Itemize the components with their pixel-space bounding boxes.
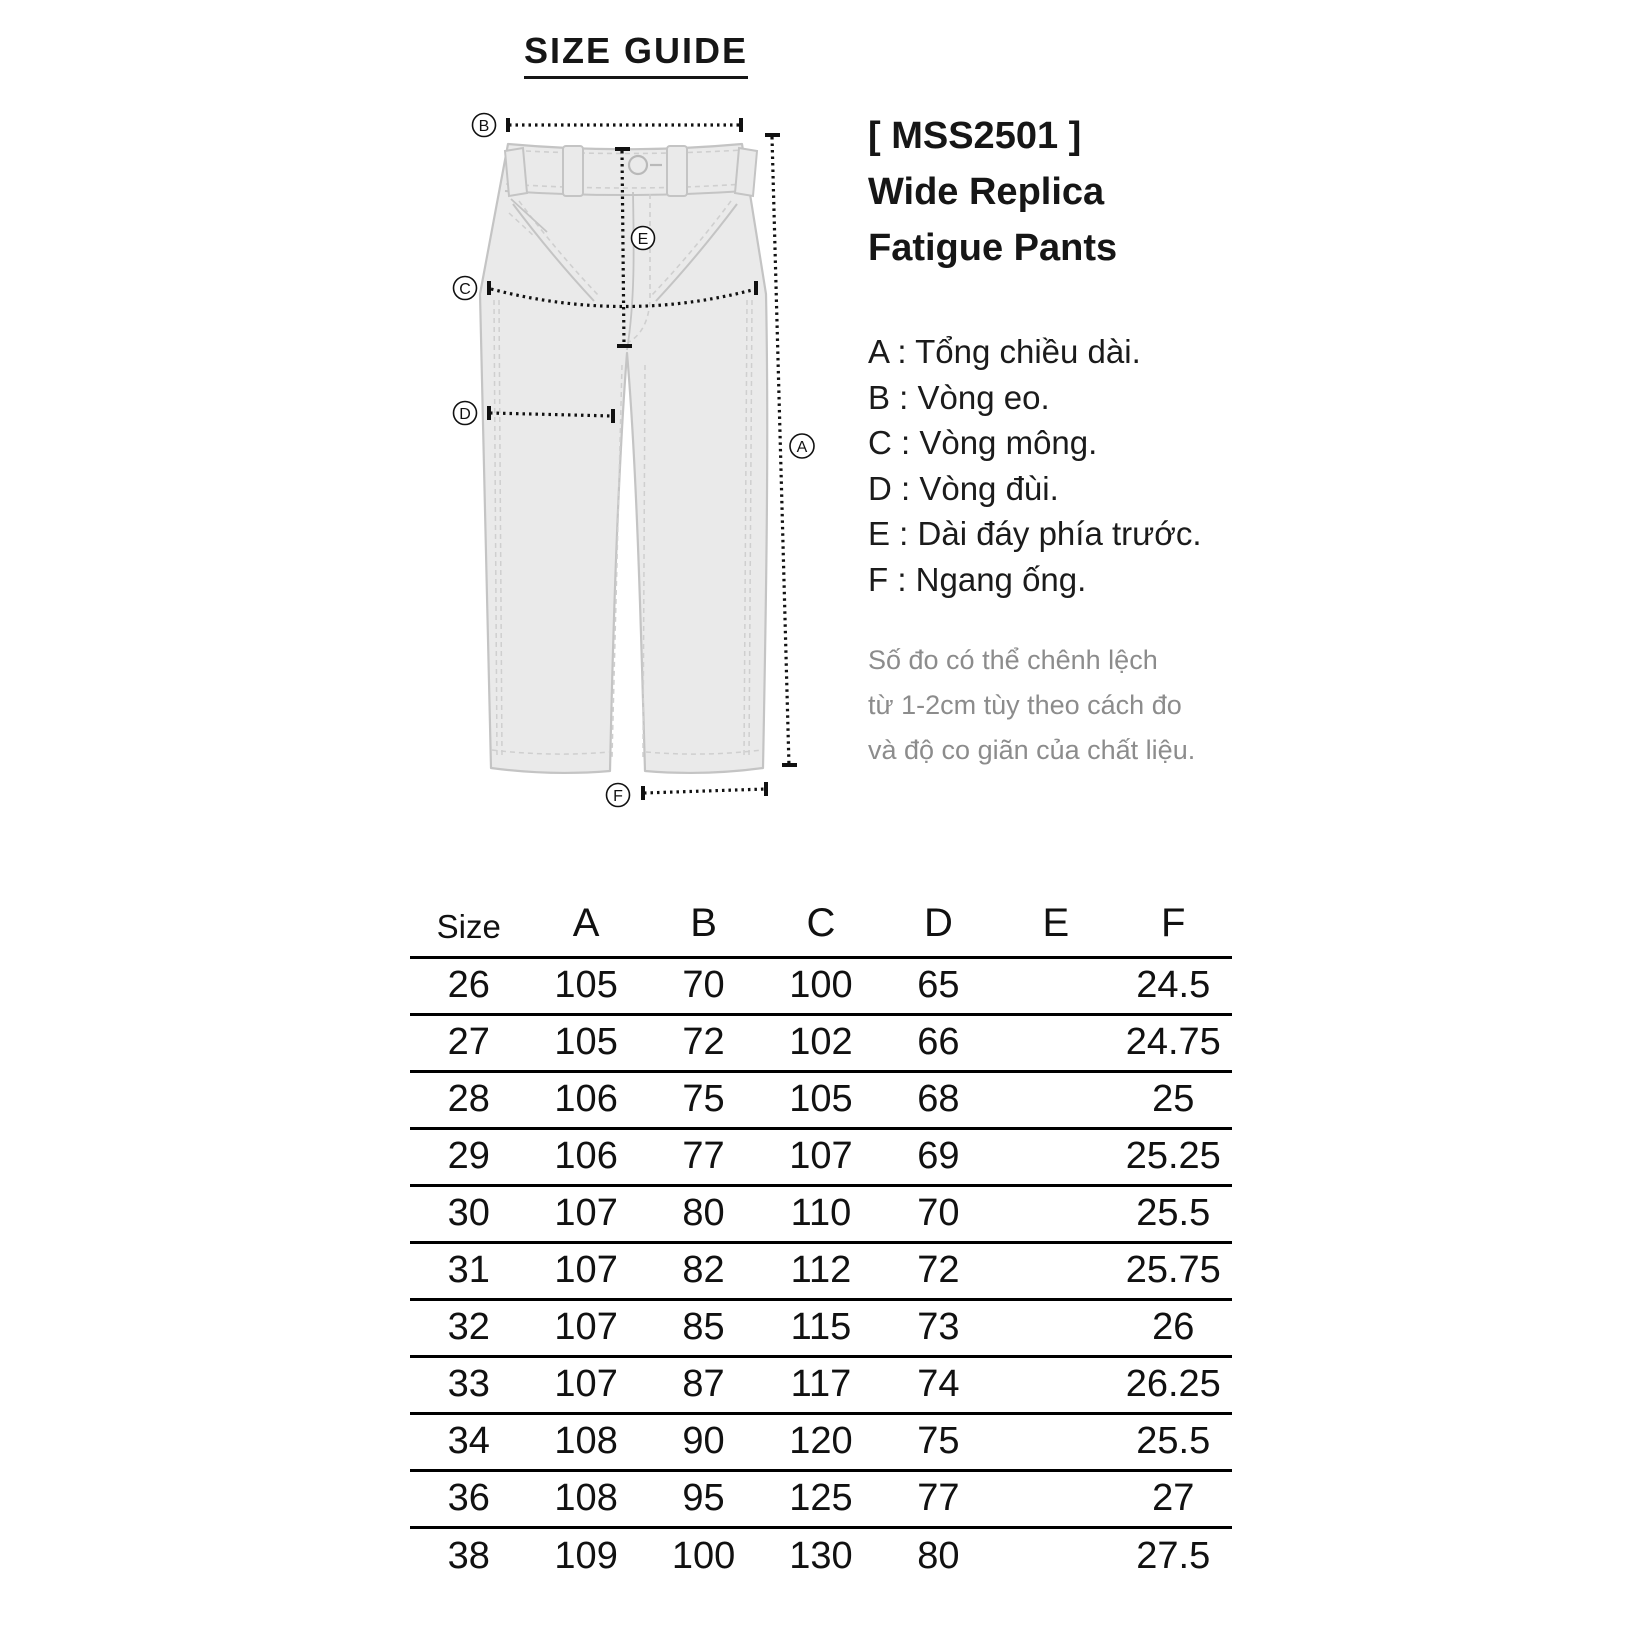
marker-d bbox=[454, 402, 477, 425]
svg-text:B: B bbox=[478, 118, 490, 135]
table-cell: 107 bbox=[554, 1306, 618, 1348]
page-title: SIZE GUIDE bbox=[524, 30, 748, 79]
table-cell bbox=[997, 1413, 1114, 1470]
table-cell: 24.75 bbox=[1125, 1021, 1221, 1063]
table-cell: 72 bbox=[682, 1021, 725, 1063]
table-cell: 80 bbox=[917, 1534, 960, 1577]
table-cell bbox=[997, 1356, 1114, 1413]
legend-item-b: B : Vòng eo. bbox=[868, 378, 1050, 416]
table-cell bbox=[997, 957, 1114, 1014]
belt-loop bbox=[667, 146, 687, 196]
table-cell: 32 bbox=[447, 1306, 490, 1348]
col-header-a: A bbox=[572, 900, 600, 945]
table-cell: 112 bbox=[790, 1249, 852, 1291]
col-header-e: E bbox=[1042, 900, 1070, 945]
table-cell: 75 bbox=[682, 1078, 725, 1120]
marker-c bbox=[454, 277, 477, 300]
table-cell: 26 bbox=[447, 964, 490, 1006]
measure-line-f bbox=[644, 789, 766, 793]
svg-text:E: E bbox=[637, 231, 649, 248]
table-row bbox=[410, 1185, 1232, 1242]
table-cell: 31 bbox=[447, 1249, 490, 1291]
table-cell: 33 bbox=[447, 1363, 490, 1405]
table-cell: 25.5 bbox=[1136, 1420, 1211, 1462]
table-cell: 107 bbox=[554, 1192, 618, 1234]
table-cell: 107 bbox=[554, 1363, 618, 1405]
note-line: và độ co giãn của chất liệu. bbox=[868, 735, 1196, 765]
table-cell: 106 bbox=[554, 1135, 618, 1177]
table-row bbox=[410, 1356, 1232, 1413]
note-line: từ 1-2cm tùy theo cách đo bbox=[868, 690, 1182, 720]
table-cell bbox=[997, 1128, 1114, 1185]
svg-text:F: F bbox=[613, 788, 623, 805]
table-cell: 108 bbox=[554, 1420, 618, 1462]
table-cell: 115 bbox=[790, 1306, 852, 1348]
table-cell: 68 bbox=[917, 1078, 960, 1120]
table-cell: 66 bbox=[917, 1021, 960, 1063]
table-cell: 107 bbox=[554, 1249, 618, 1291]
table-cell: 87 bbox=[682, 1363, 725, 1405]
table-cell: 26.25 bbox=[1125, 1363, 1221, 1405]
table-cell bbox=[997, 1527, 1114, 1584]
table-cell: 100 bbox=[671, 1534, 736, 1577]
table-cell: 109 bbox=[554, 1534, 618, 1577]
table-cell bbox=[997, 1299, 1114, 1356]
table-cell: 90 bbox=[682, 1420, 725, 1462]
table-cell: 73 bbox=[917, 1306, 960, 1348]
col-header-f: F bbox=[1161, 900, 1186, 945]
table-cell: 105 bbox=[554, 964, 618, 1006]
page-title-wrap bbox=[386, 30, 886, 79]
table-cell: 24.5 bbox=[1136, 964, 1211, 1006]
table-row bbox=[410, 1299, 1232, 1356]
svg-text:C: C bbox=[459, 281, 471, 298]
table-cell: 82 bbox=[682, 1249, 725, 1291]
table-row bbox=[410, 1128, 1232, 1185]
table-cell bbox=[997, 1071, 1114, 1128]
marker-a bbox=[790, 434, 814, 458]
table-cell: 38 bbox=[447, 1534, 490, 1577]
product-code: [ MSS2501 ] bbox=[868, 115, 1082, 157]
pants-diagram bbox=[430, 85, 830, 830]
note-line: Số đo có thể chênh lệch bbox=[868, 645, 1158, 675]
table-cell: 75 bbox=[917, 1420, 960, 1462]
table-cell: 70 bbox=[917, 1192, 960, 1234]
table-cell: 117 bbox=[790, 1363, 852, 1405]
table-cell: 125 bbox=[789, 1477, 853, 1519]
product-name-line1: Wide Replica bbox=[868, 171, 1105, 213]
table-cell bbox=[997, 1470, 1114, 1527]
table-cell: 27 bbox=[447, 1021, 490, 1063]
table-cell: 69 bbox=[917, 1135, 960, 1177]
table-cell: 29 bbox=[447, 1135, 490, 1177]
table-row bbox=[410, 1527, 1232, 1584]
svg-text:A: A bbox=[796, 439, 808, 456]
measurement-note bbox=[868, 638, 1195, 773]
table-cell: 110 bbox=[790, 1192, 852, 1234]
table-row bbox=[410, 1470, 1232, 1527]
marker-f bbox=[607, 784, 630, 807]
table-cell: 105 bbox=[789, 1078, 853, 1120]
col-header-c: C bbox=[806, 900, 836, 945]
belt-loop bbox=[735, 148, 757, 196]
measurement-legend bbox=[868, 329, 1202, 602]
table-cell: 85 bbox=[682, 1306, 725, 1348]
table-cell: 25 bbox=[1152, 1078, 1195, 1120]
table-cell: 27 bbox=[1152, 1477, 1195, 1519]
table-cell bbox=[997, 1185, 1114, 1242]
table-row bbox=[410, 1014, 1232, 1071]
table-cell: 30 bbox=[447, 1192, 490, 1234]
table-cell: 106 bbox=[554, 1078, 618, 1120]
product-info bbox=[868, 108, 1117, 276]
pants-illustration bbox=[480, 144, 767, 773]
table-cell: 25.75 bbox=[1125, 1249, 1221, 1291]
table-cell: 95 bbox=[682, 1477, 725, 1519]
table-cell: 25.25 bbox=[1125, 1135, 1221, 1177]
col-header-size: Size bbox=[436, 907, 501, 945]
table-cell: 34 bbox=[447, 1420, 490, 1462]
col-header-d: D bbox=[923, 900, 953, 945]
table-cell: 77 bbox=[917, 1477, 960, 1519]
table-cell: 100 bbox=[789, 964, 853, 1006]
table-cell: 80 bbox=[682, 1192, 725, 1234]
table-cell: 27.5 bbox=[1136, 1534, 1211, 1577]
table-cell: 108 bbox=[554, 1477, 618, 1519]
marker-e bbox=[632, 227, 655, 250]
table-row bbox=[410, 1242, 1232, 1299]
legend-item-f: F : Ngang ống. bbox=[868, 560, 1087, 598]
legend-item-a: A : Tổng chiều dài. bbox=[868, 333, 1141, 370]
belt-loop bbox=[563, 146, 583, 196]
belt-loop bbox=[505, 148, 527, 196]
table-cell: 102 bbox=[789, 1021, 853, 1063]
table-cell: 36 bbox=[447, 1477, 490, 1519]
table-cell: 130 bbox=[789, 1534, 853, 1577]
product-name-line2: Fatigue Pants bbox=[868, 227, 1118, 269]
table-row bbox=[410, 1413, 1232, 1470]
size-table bbox=[410, 880, 1232, 1584]
legend-item-c: C : Vòng mông. bbox=[868, 424, 1098, 461]
table-cell: 72 bbox=[917, 1249, 960, 1291]
table-cell: 65 bbox=[917, 964, 960, 1006]
measure-line-a bbox=[772, 137, 789, 766]
button-icon bbox=[629, 156, 647, 174]
legend-item-d: D : Vòng đùi. bbox=[868, 469, 1059, 507]
marker-b bbox=[473, 114, 496, 137]
table-cell: 25.5 bbox=[1136, 1192, 1211, 1234]
table-row bbox=[410, 957, 1232, 1014]
legend-item-e: E : Dài đáy phía trước. bbox=[868, 515, 1202, 552]
svg-text:D: D bbox=[459, 406, 471, 423]
col-header-b: B bbox=[690, 900, 717, 945]
table-cell: 70 bbox=[682, 964, 725, 1006]
table-cell: 26 bbox=[1152, 1306, 1195, 1348]
table-cell: 120 bbox=[789, 1420, 853, 1462]
table-cell: 28 bbox=[447, 1078, 490, 1120]
table-cell: 107 bbox=[789, 1135, 853, 1177]
table-cell: 77 bbox=[682, 1135, 725, 1177]
table-cell: 105 bbox=[554, 1021, 618, 1063]
table-cell bbox=[997, 1014, 1114, 1071]
table-cell bbox=[997, 1242, 1114, 1299]
table-row bbox=[410, 1071, 1232, 1128]
table-cell: 74 bbox=[917, 1363, 960, 1405]
